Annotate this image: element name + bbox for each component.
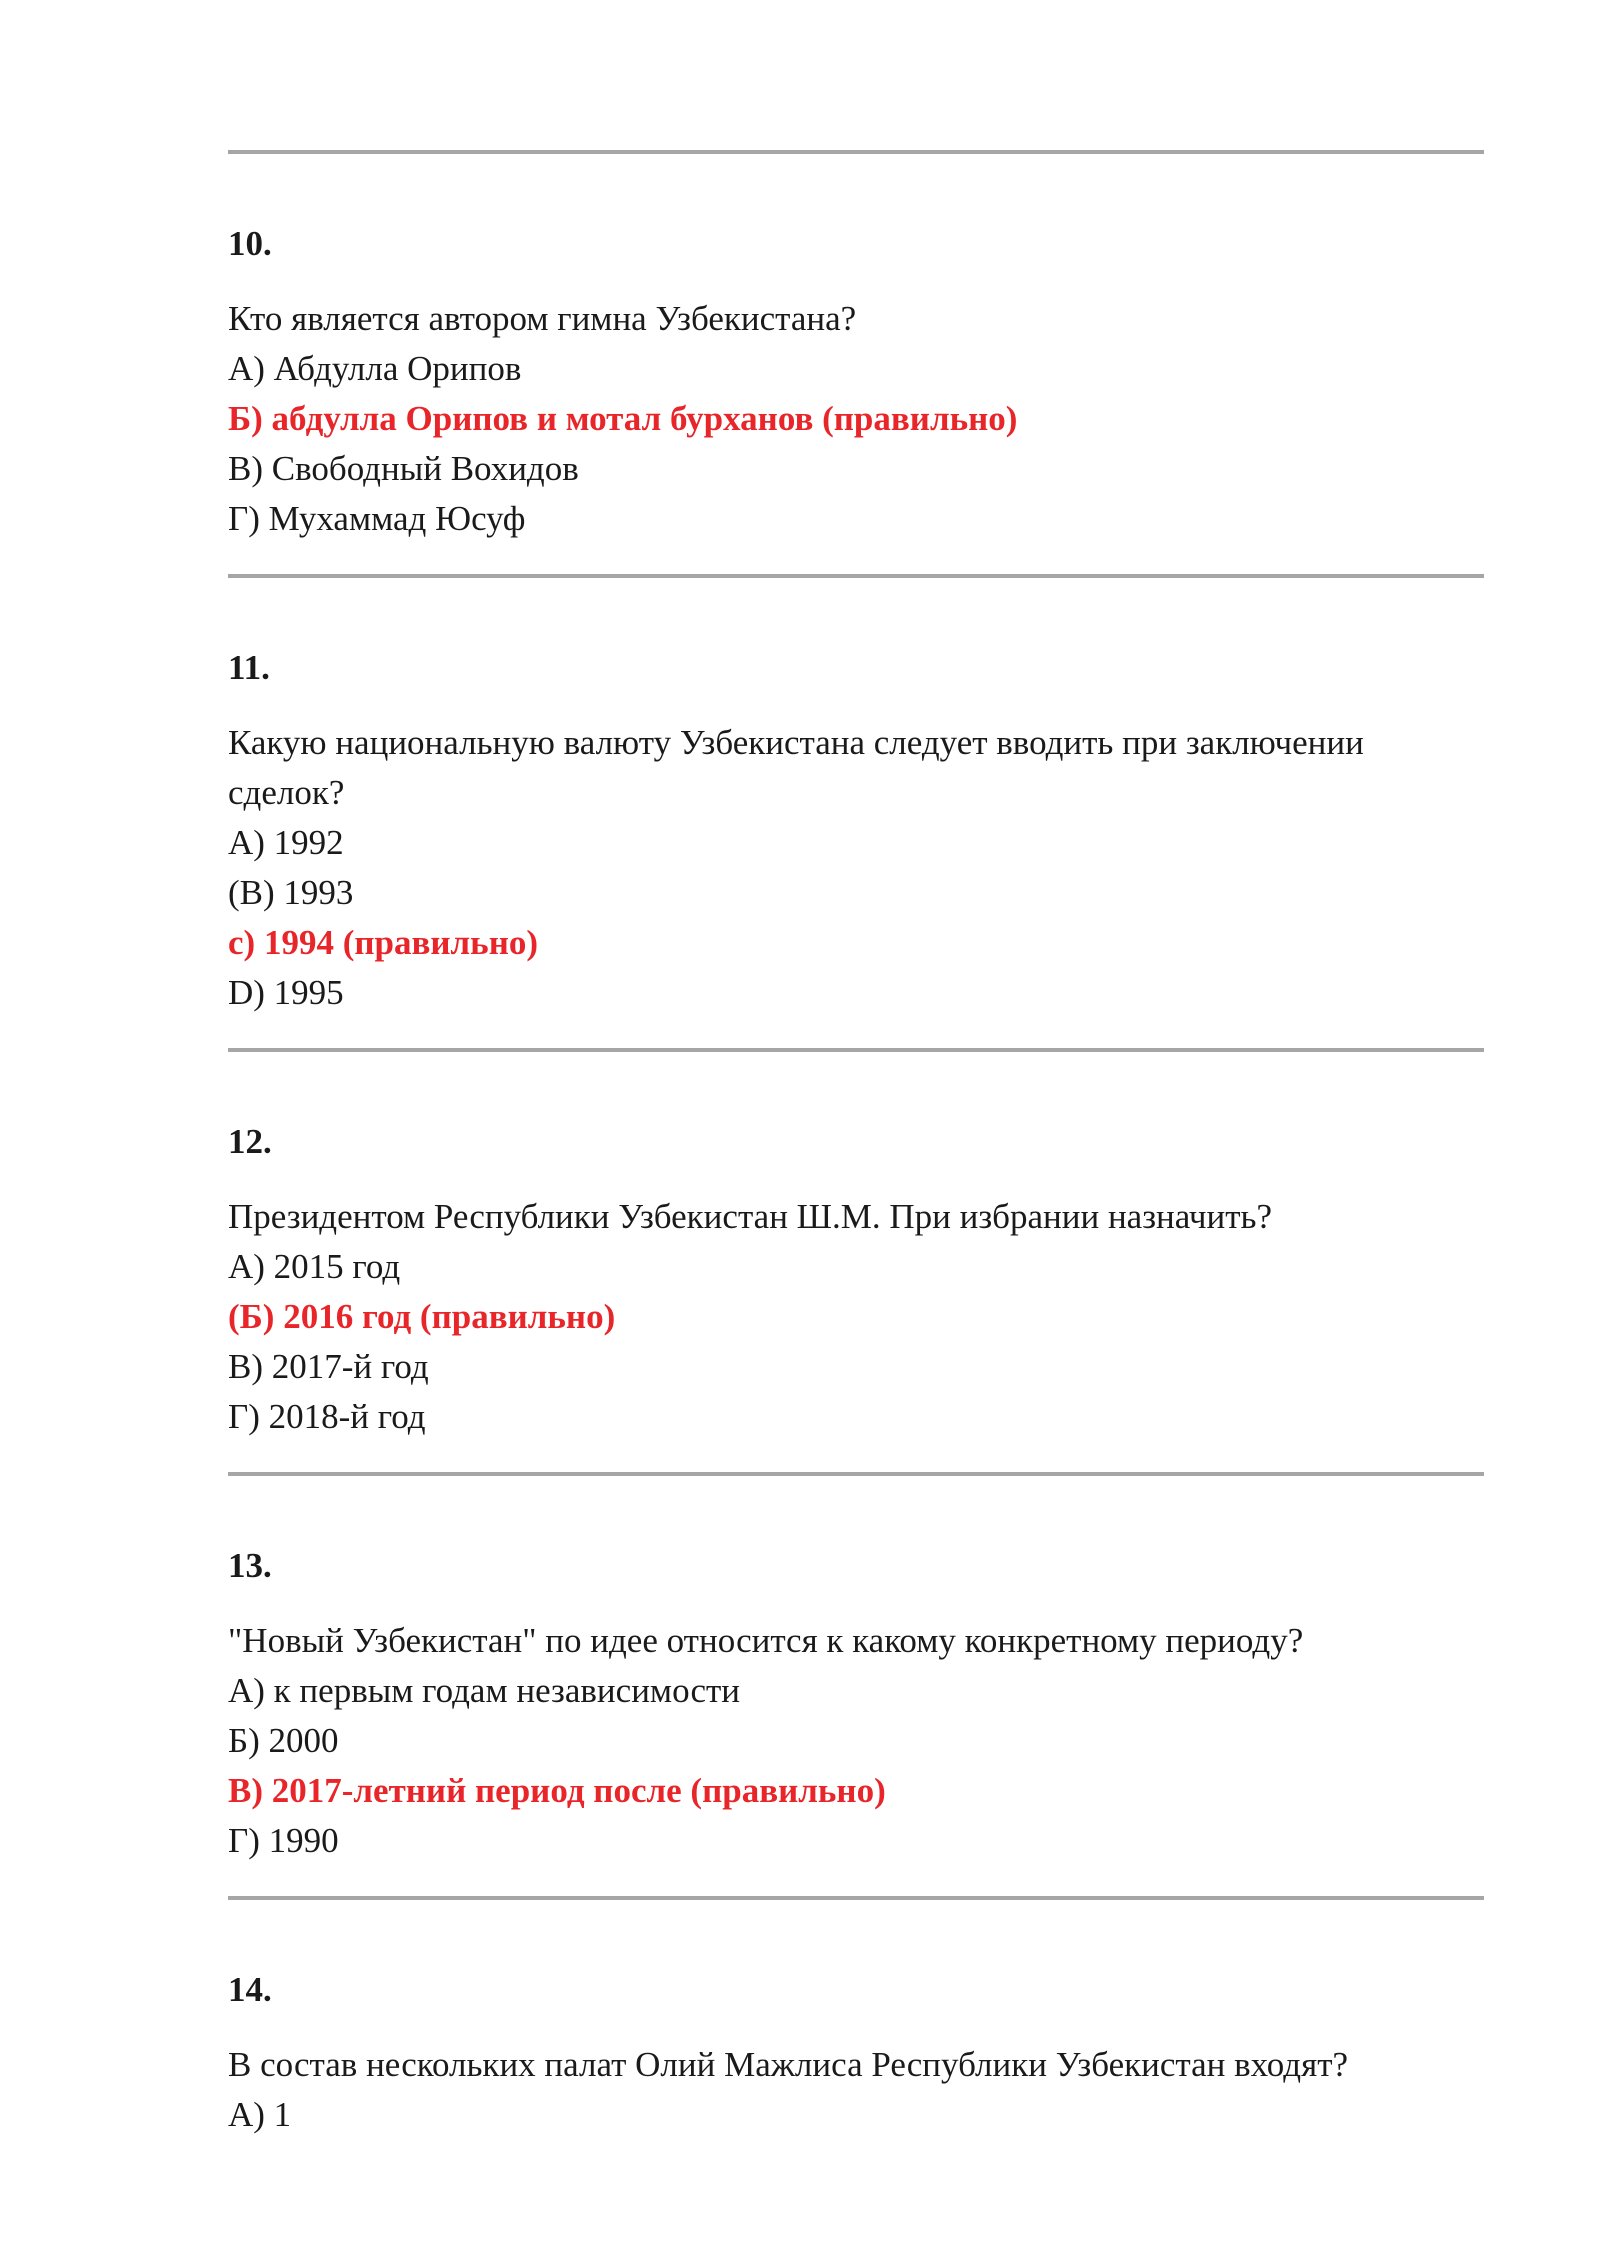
correct-answer-option: В) 2017-летний период после (правильно) — [228, 1771, 886, 1810]
question-text: Какую национальную валюту Узбекистана следует вводить при заключении сделок? — [228, 723, 1364, 812]
answer-option: Б) 2000 — [228, 1721, 339, 1760]
question-number: 10. — [228, 224, 272, 263]
question-text: Президентом Республики Узбекистан Ш.М. При избрании назначить? — [228, 1197, 1273, 1236]
answer-option: В) 2017-й год — [228, 1347, 429, 1386]
answer-option: A) 2015 год — [228, 1247, 401, 1286]
question-11 — [228, 578, 1484, 1018]
question-text: В состав нескольких палат Олий Мажлиса Республики Узбекистан входят? — [228, 2045, 1349, 2084]
question-13 — [228, 1476, 1484, 1866]
question-number: 13. — [228, 1546, 272, 1585]
question-14 — [228, 1900, 1484, 2140]
question-10 — [228, 154, 1484, 544]
correct-answer-option: (Б) 2016 год (правильно) — [228, 1297, 616, 1336]
answer-option: D) 1995 — [228, 973, 344, 1012]
document-page — [228, 0, 1484, 2140]
answer-option: A) 1 — [228, 2095, 292, 2134]
correct-answer-option: с) 1994 (правильно) — [228, 923, 539, 962]
answer-option: A) 1992 — [228, 823, 344, 862]
question-text: "Новый Узбекистан" по идее относится к какому конкретному периоду? — [228, 1621, 1304, 1660]
question-12 — [228, 1052, 1484, 1442]
answer-option: Г) Мухаммад Юсуф — [228, 499, 526, 538]
answer-option: А) к первым годам независимости — [228, 1671, 741, 1710]
correct-answer-option: Б) абдулла Орипов и мотал бурханов (правильно) — [228, 399, 1018, 438]
answer-option: (B) 1993 — [228, 873, 354, 912]
answer-option: Г) 1990 — [228, 1821, 339, 1860]
question-number: 11. — [228, 648, 270, 687]
question-number: 12. — [228, 1122, 272, 1161]
question-text: Кто является автором гимна Узбекистана? — [228, 299, 857, 338]
question-number: 14. — [228, 1970, 272, 2009]
answer-option: А) Абдулла Орипов — [228, 349, 522, 388]
answer-option: В) Свободный Вохидов — [228, 449, 579, 488]
answer-option: Г) 2018-й год — [228, 1397, 426, 1436]
